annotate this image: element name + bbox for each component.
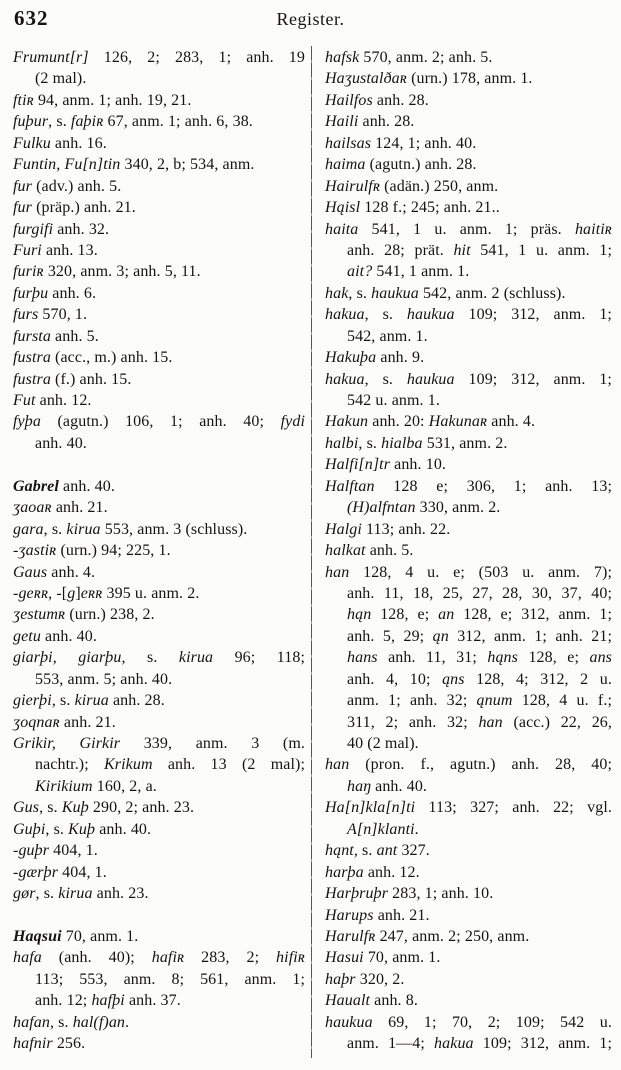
index-line: Guþi, s. Kuþ anh. 40. xyxy=(13,820,152,838)
index-line: ʒoqnaʀ anh. 21. xyxy=(13,713,116,731)
index-line: Halfi[n]tr anh. 10. xyxy=(325,456,447,474)
index-line: 113; 553, anm. 8; 561, anm. 1; xyxy=(35,970,305,988)
index-line: fuþur, s. faþiʀ 67, anm. 1; anh. 6, 38. xyxy=(13,113,253,131)
index-line: hafa (anh. 40); hafiʀ 283, 2; hifiʀ xyxy=(13,949,305,967)
index-line: harþa anh. 12. xyxy=(325,863,420,881)
index-line: fustra (acc., m.) anh. 15. xyxy=(13,349,173,367)
index-line: furgifi anh. 32. xyxy=(13,220,110,238)
index-line: Grikir, Girkir 339, anm. 3 (m. xyxy=(13,735,305,752)
index-line: haŋ anh. 40. xyxy=(347,777,428,795)
index-line: han (pron. f., agutn.) anh. 28, 40; xyxy=(325,756,612,774)
index-line: 553, anm. 5; anh. 40. xyxy=(35,670,173,688)
index-line: anh. 12; hafþi anh. 37. xyxy=(35,992,181,1010)
index-line: hafan, s. hal(f)an. xyxy=(13,1013,130,1031)
index-line: anh. 11, 18, 25, 27, 28, 30, 37, 40; xyxy=(347,584,612,602)
index-line: ʒestumʀ (urn.) 238, 2. xyxy=(13,606,155,624)
index-line: 311, 2; anh. 32; han (acc.) 22, 26, xyxy=(347,713,612,731)
index-line: Gaus anh. 4. xyxy=(13,563,96,581)
index-line: -guþr 404, 1. xyxy=(13,842,98,860)
index-line: getu anh. 40. xyxy=(13,627,97,645)
index-line: anm. 1—4; hakua 109; 312, anm. 1; xyxy=(347,1035,612,1053)
index-line: Haili anh. 28. xyxy=(325,113,415,131)
index-line: anm. 1; anh. 32; ąnum 128, 4 u. f.; xyxy=(347,692,612,710)
index-line: furiʀ 320, anm. 3; anh. 5, 11. xyxy=(13,263,201,281)
index-line: furþu anh. 6. xyxy=(13,284,97,302)
index-line: -ʒastiʀ (urn.) 94; 225, 1. xyxy=(13,542,171,560)
index-line: gara, s. kirua 553, anm. 3 (schluss). xyxy=(13,520,248,538)
index-line: anh. 40. xyxy=(35,434,87,452)
column-divider-rule xyxy=(311,46,312,1058)
index-line: Harups anh. 21. xyxy=(325,906,430,924)
index-line: 542 u. anm. 1. xyxy=(347,392,440,409)
index-line: A[n]klanti. xyxy=(347,820,419,838)
index-line: Halgi 113; anh. 22. xyxy=(325,520,451,538)
index-line: (H)alfntan 330, anm. 2. xyxy=(347,499,501,517)
index-line: hakua, s. haukua 109; 312, anm. 1; xyxy=(325,306,612,324)
index-line: haita 541, 1 u. anm. 1; präs. haitiʀ xyxy=(325,220,612,238)
index-line: 40 (2 mal). xyxy=(347,735,419,752)
index-line: 542, anm. 1. xyxy=(347,327,428,345)
index-line: Hailfos anh. 28. xyxy=(325,91,429,109)
index-line: hakua, s. haukua 109; 312, anm. 1; xyxy=(325,370,612,388)
index-line: Halftan 128 e; 306, 1; anh. 13; xyxy=(325,477,612,495)
index-line: hafnir 256. xyxy=(13,1035,86,1053)
index-line: fursta anh. 5. xyxy=(13,327,99,345)
page-number: 632 xyxy=(14,6,49,30)
index-line: Ha[n]kla[n]ti 113; 327; anh. 22; vgl. xyxy=(325,799,612,817)
index-line: fur (adv.) anh. 5. xyxy=(13,177,122,195)
index-line: hans anh. 11, 31; hąns 128, e; ans xyxy=(347,649,612,667)
index-line: hak, s. haukua 542, anm. 2 (schluss). xyxy=(325,284,566,302)
index-line: Haʒustalðaʀ (urn.) 178, anm. 1. xyxy=(325,70,533,88)
index-column-right xyxy=(325,47,612,1055)
index-line: Harþruþr 283, 1; anh. 10. xyxy=(325,885,494,903)
index-line: Hakun anh. 20: Hakunaʀ anh. 4. xyxy=(325,413,536,431)
index-line: halbi, s. hialba 531, anm. 2. xyxy=(325,434,508,452)
index-line: nachtr.); Krikum anh. 13 (2 mal); xyxy=(35,756,305,774)
index-line: Hairulfʀ (adän.) 250, anm. xyxy=(325,177,499,195)
index-line: fustra (f.) anh. 15. xyxy=(13,370,132,388)
index-line: gør, s. kirua anh. 23. xyxy=(13,885,149,903)
index-line: Harulfʀ 247, anm. 2; 250, anm. xyxy=(325,927,530,945)
index-line: Fut anh. 12. xyxy=(13,392,92,409)
index-line: hąn 128, e; an 128, e; 312, anm. 1; xyxy=(347,606,612,624)
index-line: hailsas 124, 1; anh. 40. xyxy=(325,134,477,152)
index-line: Frumunt[r] 126, 2; 283, 1; anh. 19 xyxy=(13,49,305,66)
index-line: ait? 541, 1 anm. 1. xyxy=(347,263,470,281)
index-line: halkat anh. 5. xyxy=(325,542,414,560)
index-line: Gabrel anh. 40. xyxy=(13,477,115,495)
index-line: gierþi, s. kirua anh. 28. xyxy=(13,692,165,710)
index-line: haþr 320, 2. xyxy=(325,970,405,988)
index-line: furs 570, 1. xyxy=(13,306,88,324)
index-line: ʒaoaʀ anh. 21. xyxy=(13,499,108,517)
index-line: haukua 69, 1; 70, 2; 109; 542 u. xyxy=(325,1013,612,1031)
index-line: Furi anh. 13. xyxy=(13,241,98,259)
index-line: hąnt, s. ant 327. xyxy=(325,842,430,860)
index-line: hafsk 570, anm. 2; anh. 5. xyxy=(325,49,493,66)
index-line: (2 mal). xyxy=(35,70,87,88)
index-line: fyþa (agutn.) 106, 1; anh. 40; fydi xyxy=(13,413,305,431)
index-line: Hasui 70, anm. 1. xyxy=(325,949,441,967)
index-line: Fulku anh. 16. xyxy=(13,134,107,152)
index-line: anh. 4, 10; ąns 128, 4; 312, 2 u. xyxy=(347,670,612,688)
index-line: haima (agutn.) anh. 28. xyxy=(325,156,477,174)
index-column-left xyxy=(13,47,305,1055)
page-header xyxy=(0,4,621,38)
index-line: Hąisl 128 f.; 245; anh. 21.. xyxy=(325,199,500,217)
index-line: Kirikium 160, 2, a. xyxy=(35,777,157,795)
index-line: Hakuþa anh. 9. xyxy=(325,349,425,367)
index-line: anh. 5, 29; ąn 312, anm. 1; anh. 21; xyxy=(347,627,612,645)
index-line: Haqsui 70, anm. 1. xyxy=(13,927,139,945)
index-line: Gus, s. Kuþ 290, 2; anh. 23. xyxy=(13,799,195,817)
index-line: giarþi, giarþu, s. kirua 96; 118; xyxy=(13,649,305,667)
index-line: ftiʀ 94, anm. 1; anh. 19, 21. xyxy=(13,91,192,109)
index-line: anh. 28; prät. hit 541, 1 u. anm. 1; xyxy=(347,241,612,259)
index-line: Haualt anh. 8. xyxy=(325,992,418,1010)
index-line: -geʀʀ, -[g]eʀʀ 395 u. anm. 2. xyxy=(13,584,200,602)
running-title: Register. xyxy=(276,9,345,29)
index-line: fur (präp.) anh. 21. xyxy=(13,199,136,217)
index-line: -gærþr 404, 1. xyxy=(13,863,107,881)
index-line: Funtin, Fu[n]tin 340, 2, b; 534, anm. xyxy=(13,156,255,174)
index-line: han 128, 4 u. e; (503 u. anm. 7); xyxy=(325,563,612,581)
